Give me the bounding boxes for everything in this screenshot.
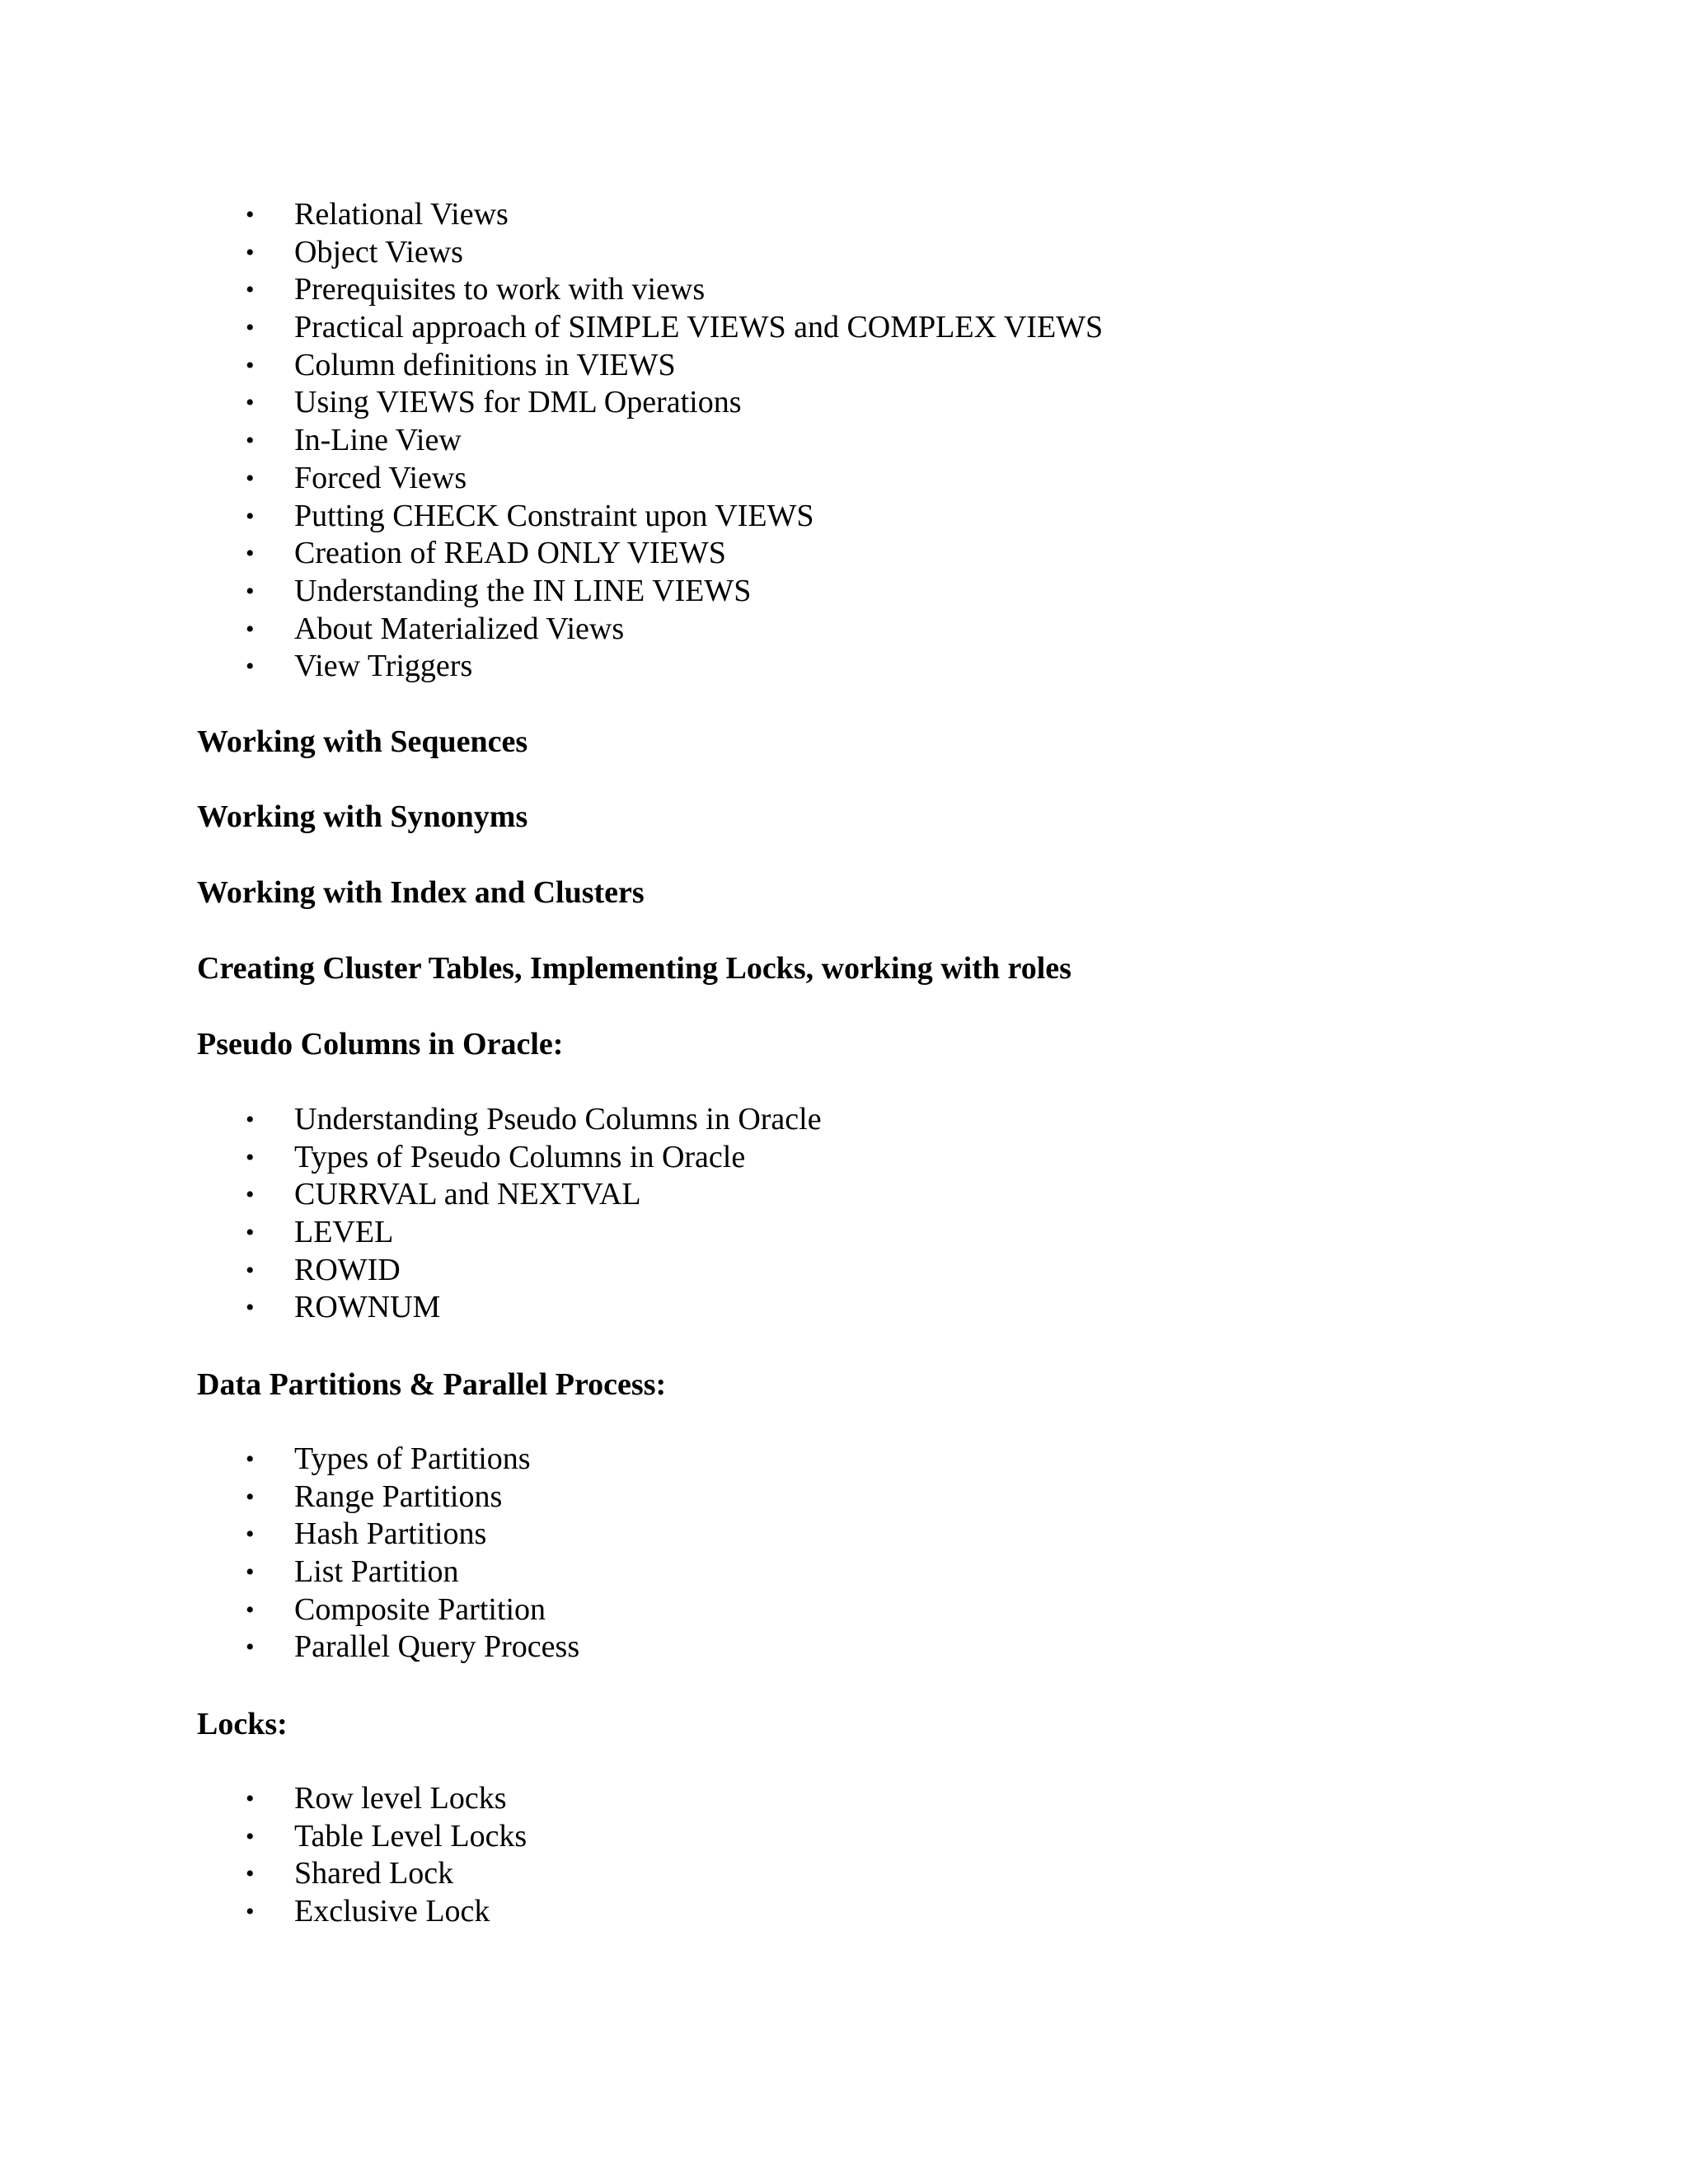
bullet-icon: • <box>246 201 255 228</box>
heading-index-clusters: Working with Index and Clusters <box>197 875 645 910</box>
heading-cluster-tables: Creating Cluster Tables, Implementing Locks, working with roles <box>197 951 1071 986</box>
list-item-text: Shared Lock <box>294 1856 454 1891</box>
heading-sequences: Working with Sequences <box>197 724 528 759</box>
bullet-icon: • <box>246 1521 255 1549</box>
bullet-icon: • <box>246 1181 255 1209</box>
list-item-text: Composite Partition <box>294 1591 546 1627</box>
list-item-text: ROWNUM <box>294 1290 441 1325</box>
list-item-text: LEVEL <box>294 1215 394 1250</box>
bullet-icon: • <box>246 502 255 530</box>
heading-synonyms: Working with Synonyms <box>197 799 528 834</box>
bullet-icon: • <box>246 1483 255 1511</box>
heading-partitions: Data Partitions & Parallel Process: <box>197 1367 667 1402</box>
list-item-text: Hash Partitions <box>294 1516 487 1552</box>
list-item-text: CURRVAL and NEXTVAL <box>294 1177 641 1212</box>
list-item-text: Using VIEWS for DML Operations <box>294 385 742 420</box>
bullet-icon: • <box>246 1822 255 1850</box>
list-item-text: Table Level Locks <box>294 1818 528 1854</box>
list-item-text: Understanding Pseudo Columns in Oracle <box>294 1102 822 1137</box>
bullet-icon: • <box>246 615 255 643</box>
list-item-text: Parallel Query Process <box>294 1629 580 1665</box>
list-item-text: View Triggers <box>294 649 473 684</box>
list-item-text: Types of Pseudo Columns in Oracle <box>294 1139 746 1174</box>
bullet-icon: • <box>246 427 255 455</box>
bullet-icon: • <box>246 351 255 379</box>
bullet-icon: • <box>246 1596 255 1624</box>
list-item-text: About Materialized Views <box>294 611 625 646</box>
bullet-icon: • <box>246 1633 255 1661</box>
list-item-text: List Partition <box>294 1554 459 1590</box>
list-item-text: Column definitions in VIEWS <box>294 347 676 382</box>
bullet-icon: • <box>246 577 255 605</box>
bullet-icon: • <box>246 464 255 492</box>
list-item-text: Range Partitions <box>294 1479 503 1514</box>
bullet-icon: • <box>246 1256 255 1284</box>
bullet-icon: • <box>246 1785 255 1812</box>
bullet-icon: • <box>246 540 255 568</box>
heading-locks: Locks: <box>197 1707 288 1741</box>
list-item-text: Putting CHECK Constraint upon VIEWS <box>294 498 814 533</box>
list-item-text: Creation of READ ONLY VIEWS <box>294 536 726 571</box>
bullet-icon: • <box>246 314 255 342</box>
heading-pseudo-columns: Pseudo Columns in Oracle: <box>197 1027 564 1062</box>
list-item-text: Types of Partitions <box>294 1441 531 1476</box>
bullet-icon: • <box>246 276 255 304</box>
bullet-icon: • <box>246 1898 255 1926</box>
list-item-text: Forced Views <box>294 460 467 495</box>
list-item-text: Exclusive Lock <box>294 1894 490 1929</box>
bullet-icon: • <box>246 1558 255 1586</box>
bullet-icon: • <box>246 1294 255 1322</box>
bullet-icon: • <box>246 1143 255 1171</box>
list-item-text: Understanding the IN LINE VIEWS <box>294 573 752 608</box>
bullet-icon: • <box>246 238 255 266</box>
list-item-text: Practical approach of SIMPLE VIEWS and COMPLEX VIEWS <box>294 310 1104 345</box>
bullet-icon: • <box>246 1106 255 1133</box>
bullet-icon: • <box>246 653 255 681</box>
list-item-text: In-Line View <box>294 423 462 458</box>
list-item-text: Prerequisites to work with views <box>294 272 706 307</box>
bullet-icon: • <box>246 1446 255 1473</box>
bullet-icon: • <box>246 389 255 417</box>
bullet-icon: • <box>246 1860 255 1888</box>
list-item-text: Row level Locks <box>294 1781 507 1816</box>
list-item-text: ROWID <box>294 1252 401 1287</box>
list-item-text: Relational Views <box>294 197 509 232</box>
bullet-icon: • <box>246 1219 255 1247</box>
list-item-text: Object Views <box>294 234 463 269</box>
